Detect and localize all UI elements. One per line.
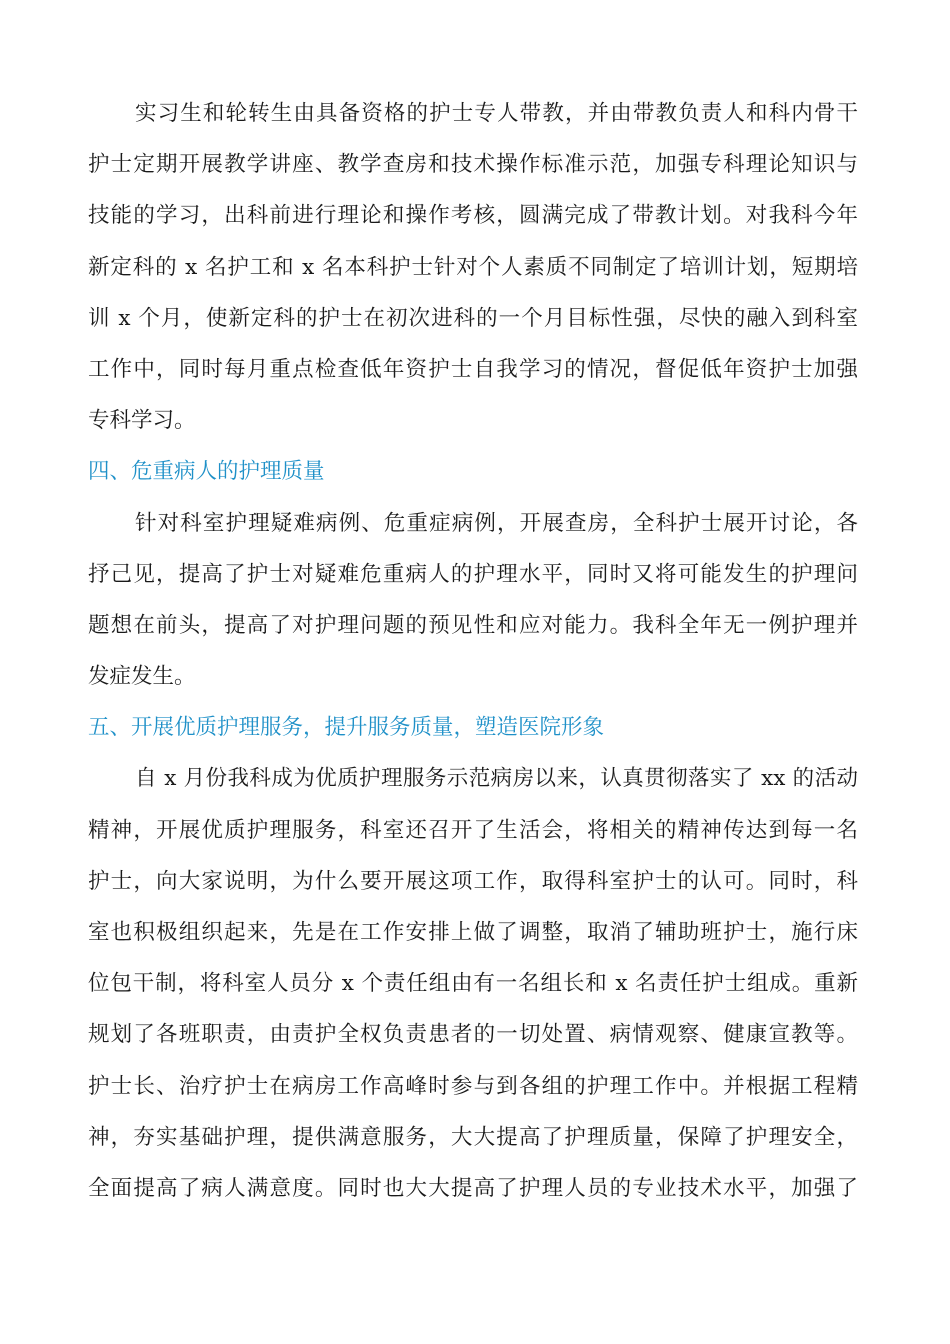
section-heading: 四、危重病人的护理质量: [88, 459, 325, 485]
paragraph-line: 护士定期开展教学讲座、教学查房和技术操作标准示范，加强专科理论知识与: [88, 152, 858, 178]
paragraph-line: 护士，向大家说明，为什么要开展这项工作，取得科室护士的认可。同时，科: [88, 868, 858, 894]
paragraph-line: 抒己见，提高了护士对疑难危重病人的护理水平，同时又将可能发生的护理问: [88, 561, 858, 587]
paragraph-line: 室也积极组织起来，先是在工作安排上做了调整，取消了辅助班护士，施行床: [88, 920, 858, 945]
paragraph-line: 全面提高了病人满意度。同时也大大提高了护理人员的专业技术水平，加强了: [88, 1175, 858, 1201]
paragraph-line: 训 x 个月，使新定科的护士在初次进科的一个月目标性强，尽快的融入到科室: [88, 305, 858, 331]
paragraph-line: 位包干制，将科室人员分 x 个责任组由有一名组长和 x 名责任护士组成。重新: [88, 971, 858, 997]
paragraph-line: 自 x 月份我科成为优质护理服务示范病房以来，认真贯彻落实了 xx 的活动: [135, 766, 858, 792]
paragraph-line: 工作中，同时每月重点检查低年资护士自我学习的情况，督促低年资护士加强: [88, 356, 858, 382]
paragraph-line: 实习生和轮转生由具备资格的护士专人带教，并由带教负责人和科内骨干: [135, 101, 858, 126]
paragraph-line: 护士长、治疗护士在病房工作高峰时参与到各组的护理工作中。并根据工程精: [88, 1073, 858, 1099]
paragraph-line: 精神，开展优质护理服务，科室还召开了生活会，将相关的精神传达到每一名: [88, 817, 858, 843]
paragraph-line: 神，夯实基础护理，提供满意服务，大大提高了护理质量，保障了护理安全，: [88, 1124, 858, 1150]
document-page: [88, 88, 858, 1214]
paragraph-line: 针对科室护理疑难病例、危重症病例，开展查房，全科护士展开讨论，各: [135, 510, 858, 536]
paragraph-line: 新定科的 x 名护工和 x 名本科护士针对个人素质不同制定了培训计划，短期培: [88, 254, 858, 280]
paragraph-line: 题想在前头，提高了对护理问题的预见性和应对能力。我科全年无一例护理并: [88, 612, 858, 638]
paragraph-line: 专科学习。: [88, 408, 196, 434]
paragraph-line: 规划了各班职责，由责护全权负责患者的一切处置、病情观察、健康宣教等。: [88, 1022, 858, 1048]
paragraph-line: 发症发生。: [88, 664, 196, 690]
section-heading: 五、开展优质护理服务，提升服务质量，塑造医院形象: [88, 715, 605, 741]
paragraph-line: 技能的学习，出科前进行理论和操作考核，圆满完成了带教计划。对我科今年: [88, 203, 858, 229]
